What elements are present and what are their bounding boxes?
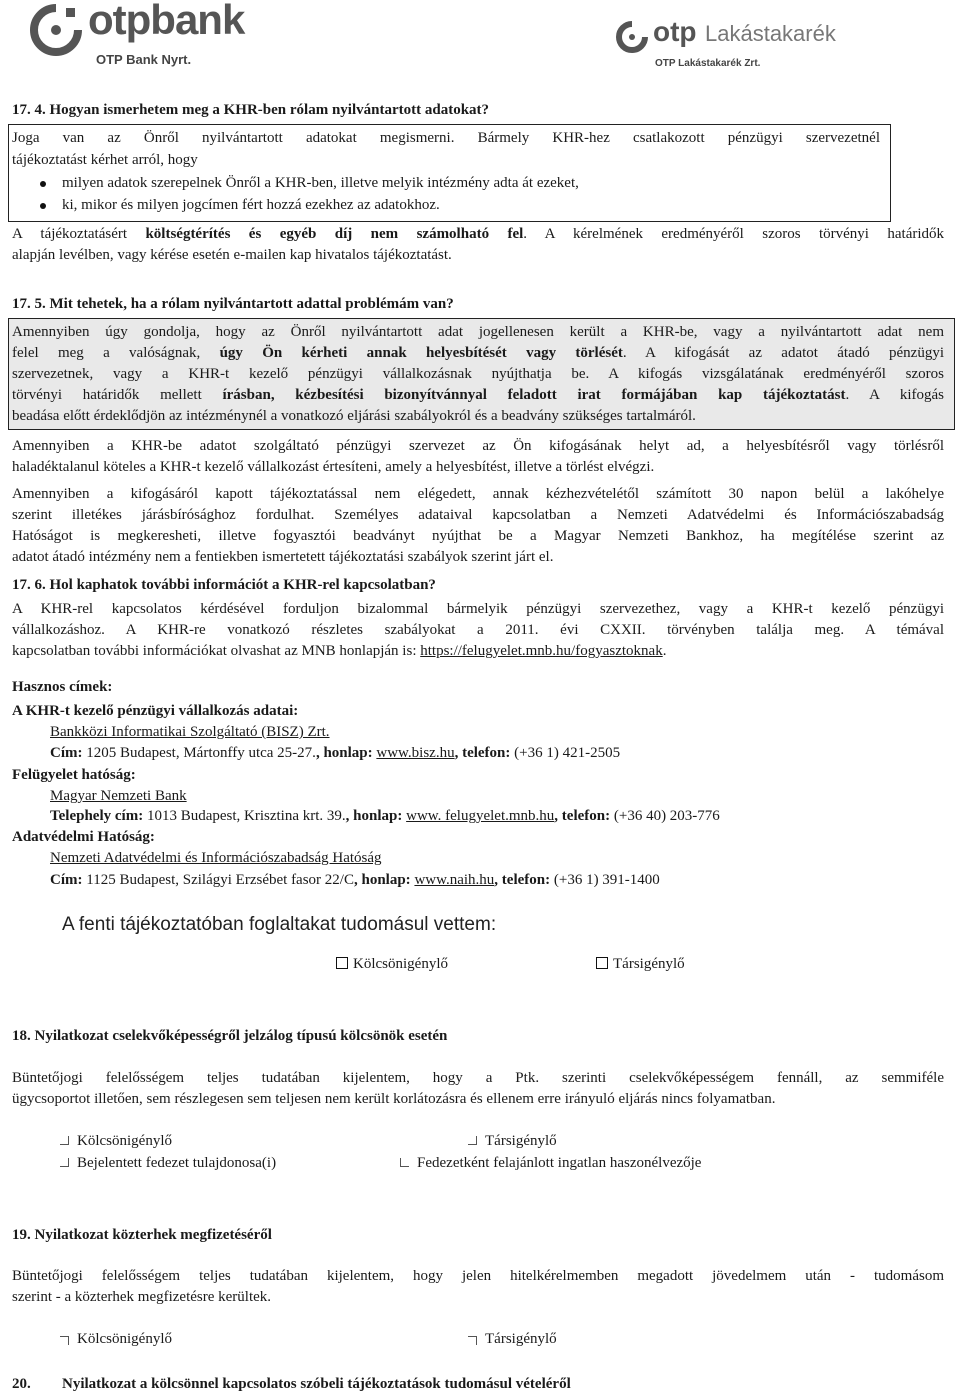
section-20-number: 20. <box>12 1376 31 1392</box>
naih-address-label: Cím: <box>50 872 83 888</box>
bullet-dot <box>40 203 46 209</box>
s19-option-borrower[interactable] <box>60 1329 172 1350</box>
box-line-4a: törvényi határidők mellett <box>12 387 223 403</box>
s18-option-borrower-label: Kölcsönigénylő <box>77 1133 172 1149</box>
section-17-4-fee-line-2: alapján levélben, vagy kérése esetén e-mailen kap hivatalos tájékoztatást. <box>12 247 452 263</box>
box-line-2b: úgy Ön kérheti annak helyesbítését vagy törlését <box>219 345 623 361</box>
checkbox-icon[interactable] <box>60 1136 69 1145</box>
section-19-heading: 19. Nyilatkozat közterhek megfizetéséről <box>12 1227 272 1243</box>
mnb-web-label: , honlap: <box>345 808 403 824</box>
section-17-5-p2-line-1: Amennyiben a KHR-be adatot szolgáltató pénzügyi szervezet az Ön kifogásának helyt ad, a helyesbítésről vagy törlésről <box>12 438 944 454</box>
naih-phone: (+36 1) 391-1400 <box>550 872 660 888</box>
supervisory-authority-heading: Felügyelet hatóság: <box>12 767 136 783</box>
naih-web-label: , honlap: <box>353 872 411 888</box>
checkbox-icon[interactable] <box>60 1336 69 1345</box>
mnb-consumer-link[interactable]: https://felugyelet.mnb.hu/fogyasztoknak <box>420 643 663 659</box>
bisz-address: 1205 Budapest, Mártonffy utca 25-27. <box>82 745 316 761</box>
section-17-4-fee-line <box>12 224 944 245</box>
mnb-address: 1013 Budapest, Krisztina krt. 39. <box>143 808 346 824</box>
data-protection-authority-heading: Adatvédelmi Hatóság: <box>12 829 155 845</box>
ack-option-borrower[interactable] <box>336 954 448 975</box>
box-line-4c: . A kifogás <box>845 387 944 403</box>
checkbox-icon[interactable] <box>468 1136 477 1145</box>
ack-option-coborrower[interactable] <box>596 954 685 975</box>
bisz-name: Bankközi Informatikai Szolgáltató (BISZ) Zrt. <box>50 724 330 740</box>
s19-option-coborrower-label: Társigénylő <box>485 1331 557 1347</box>
acknowledgement-text: A fenti tájékoztatóban foglaltakat tudomásul vettem: <box>62 914 497 935</box>
s18-option-usufructuary[interactable] <box>400 1153 701 1174</box>
mnb-phone-label: , telefon: <box>554 808 611 824</box>
otpbank-emblem-icon <box>30 4 82 56</box>
checkbox-icon[interactable] <box>596 957 608 969</box>
mnb-details <box>50 806 720 827</box>
s18-option-collateral-owner[interactable] <box>60 1153 276 1174</box>
mnb-web-link[interactable]: www. felugyelet.mnb.hu <box>406 808 555 824</box>
section-17-5-p2-line-2: haladéktalanul köteles a KHR-t kezelő vállalkozást értesíteni, amely a helyesbítést, illetve a törlést elvégzi. <box>12 459 655 475</box>
mnb-name: Magyar Nemzeti Bank <box>50 788 187 804</box>
s18-option-coborrower[interactable] <box>468 1131 557 1152</box>
s19-option-borrower-label: Kölcsönigénylő <box>77 1331 172 1347</box>
otpbank-logo <box>30 2 280 72</box>
mnb-address-label: Telephely cím: <box>50 808 144 824</box>
box-line-4b: írásban, kézbesítési bizonyítvánnyal feladott irat formájában kap tájékoztatást <box>222 387 846 403</box>
section-17-5-p3-line-4: adatot átadó intézmény nem a fentiekben ismertetett tájékoztatási szabályok szerint járt el. <box>12 549 554 565</box>
section-17-6-line-1: A KHR-rel kapcsolatos kérdésével forduljon bizalommal bármelyik pénzügyi szervezethez, vagy a KHR-t kezelő pénzügyi <box>12 601 944 617</box>
checkbox-icon[interactable] <box>400 1158 409 1167</box>
section-17-6-line-2: vállalkozáshoz. A KHR-re vonatkozó részletes szabályokat a 2011. évi CXXII. törvényben találja meg. A témával <box>12 622 944 638</box>
naih-phone-label: , telefon: <box>494 872 551 888</box>
section-17-4-bullet-2: ki, mikor és milyen jogcímen fért hozzá ezekhez az adatokhoz. <box>62 197 440 213</box>
section-17-5-p3-line-1: Amennyiben a kifogásáról kapott tájékoztatással nem elégedett, annak kézhezvételétől számított 30 napon belül a lakóhelye <box>12 486 944 502</box>
section-17-5-p3-line-3: Hatóságot is megkeresheti, illetve fogyasztói beadványt nyújthat be a Magyar Nemzeti Bankhoz, ha megítélése szerint az <box>12 528 944 544</box>
mnb-phone: (+36 40) 203-776 <box>610 808 720 824</box>
otpbank-wordmark: otpbank <box>88 0 245 43</box>
section-17-5-box-line-2 <box>12 343 944 364</box>
bisz-details <box>50 743 620 764</box>
box-line-2a: felel meg a valóságnak, <box>12 345 220 361</box>
otp-lakastakarek-wordmark-otp: otp <box>653 16 697 47</box>
section-18-heading: 18. Nyilatkozat cselekvőképességről jelzálog típusú kölcsönök esetén <box>12 1028 448 1044</box>
s18-option-usufructuary-label: Fedezetként felajánlott ingatlan haszonélvezője <box>417 1155 702 1171</box>
s18-option-collateral-owner-label: Bejelentett fedezet tulajdonosa(i) <box>77 1155 277 1171</box>
section-17-6-heading: 17. 6. Hol kaphatok további információt a KHR-rel kapcsolatban? <box>12 577 436 593</box>
bisz-phone-label: , telefon: <box>454 745 511 761</box>
naih-details <box>50 870 660 891</box>
otpbank-subtitle: OTP Bank Nyrt. <box>96 52 192 67</box>
naih-web-link[interactable]: www.naih.hu <box>414 872 495 888</box>
section-17-4-line-2: tájékoztatást kérhet arról, hogy <box>12 152 198 168</box>
section-17-5-p3-line-2: szerint illetékes járásbírósághoz fordulhat. Személyes adataival kapcsolatban a Nemzeti Adatvédelmi és Információszabadság <box>12 507 944 523</box>
bisz-phone: (+36 1) 421-2505 <box>510 745 621 761</box>
section-19-line-1: Büntetőjogi felelősségem teljes tudatában kijelentem, hogy jelen hitelkérelmemben megadott jövedelmem után - tudomásom <box>12 1268 944 1284</box>
otp-lakastakarek-subtitle: OTP Lakástakarék Zrt. <box>655 58 761 69</box>
naih-name: Nemzeti Adatvédelmi és Információszabadság Hatóság <box>50 850 382 866</box>
fee-text-b: . A kérelmének eredményéről szoros törvényi határidők <box>523 226 945 242</box>
useful-addresses-heading: Hasznos címek: <box>12 679 113 695</box>
checkbox-icon[interactable] <box>60 1158 69 1167</box>
ack-option-borrower-label: Kölcsönigénylő <box>353 956 448 972</box>
bisz-web-link[interactable]: www.bisz.hu <box>376 745 455 761</box>
bullet-dot <box>40 181 46 187</box>
mnb-info-period: . <box>662 643 667 659</box>
s18-option-coborrower-label: Társigénylő <box>485 1133 557 1149</box>
otp-lakastakarek-emblem-icon <box>615 20 649 54</box>
bisz-address-label: Cím: <box>50 745 83 761</box>
section-20-heading: Nyilatkozat a kölcsönnel kapcsolatos szóbeli tájékoztatások tudomásul vételéről <box>62 1376 571 1392</box>
section-19-line-2: szerint - a közterhek megfizetésre kerültek. <box>12 1289 272 1305</box>
fee-text-a: A tájékoztatásért <box>12 226 146 242</box>
naih-address: 1125 Budapest, Szilágyi Erzsébet fasor 22/C <box>82 872 354 888</box>
section-17-5-box-line-5: beadása előtt érdeklődjön az intézménynél a vonatkozó eljárási szabályokról és a beadvány szükséges tartalmáról. <box>12 408 696 424</box>
s18-option-borrower[interactable] <box>60 1131 172 1152</box>
checkbox-icon[interactable] <box>336 957 348 969</box>
khr-operator-heading: A KHR-t kezelő pénzügyi vállalkozás adatai: <box>12 703 299 719</box>
otp-lakastakarek-wordmark-name: Lakástakarék <box>705 21 836 46</box>
bisz-web-label: , honlap: <box>315 745 373 761</box>
section-17-4-bullet-1: milyen adatok szerepelnek Önről a KHR-ben, illetve melyik intézmény adta át ezeket, <box>62 175 579 191</box>
fee-text-bold: költségtérítés és egyéb díj nem számolható fel <box>145 226 524 242</box>
section-17-5-heading: 17. 5. Mit tehetek, ha a rólam nyilvántartott adattal problémám van? <box>12 296 454 312</box>
section-18-line-2: ügycsoportot illetően, sem részlegesen sem teljesen nem került korlátozásra és ellenem erre irányuló eljárás nincs folyamatban. <box>12 1091 776 1107</box>
box-line-2c: . A kifogását az adatot átadó pénzügyi <box>622 345 945 361</box>
mnb-info-text: kapcsolatban további információkat olvashat az MNB honlapján is: <box>12 643 421 659</box>
section-17-5-box-line-1: Amennyiben úgy gondolja, hogy az Önről nyilvántartott adat jogellenesen került a KHR-be, vagy a nyilvántartott adat nem <box>12 324 944 340</box>
otp-lakastakarek-logo <box>615 14 855 74</box>
section-17-5-box-line-3: szervezetnek, vagy a KHR-t kezelő pénzügyi vállalkozásnak nyújthatja be. A kifogás vizsgálatának eredményéről szoros <box>12 366 944 382</box>
section-17-4-heading: 17. 4. Hogyan ismerhetem meg a KHR-ben rólam nyilvántartott adatokat? <box>12 102 490 118</box>
section-18-line-1: Büntetőjogi felelősségem teljes tudatában kijelentem, hogy a Ptk. szerinti cselekvőképességem fennáll, az semmiféle <box>12 1070 944 1086</box>
section-17-4-line-1: Joga van az Önről nyilvántartott adatokat megismerni. Bármely KHR-hez csatlakozott pénzügyi szervezetnél <box>12 130 880 146</box>
ack-option-coborrower-label: Társigénylő <box>613 956 685 972</box>
checkbox-icon[interactable] <box>468 1336 477 1345</box>
s19-option-coborrower[interactable] <box>468 1329 557 1350</box>
section-17-5-box-line-4 <box>12 385 944 406</box>
section-17-6-line-3 <box>12 641 666 662</box>
